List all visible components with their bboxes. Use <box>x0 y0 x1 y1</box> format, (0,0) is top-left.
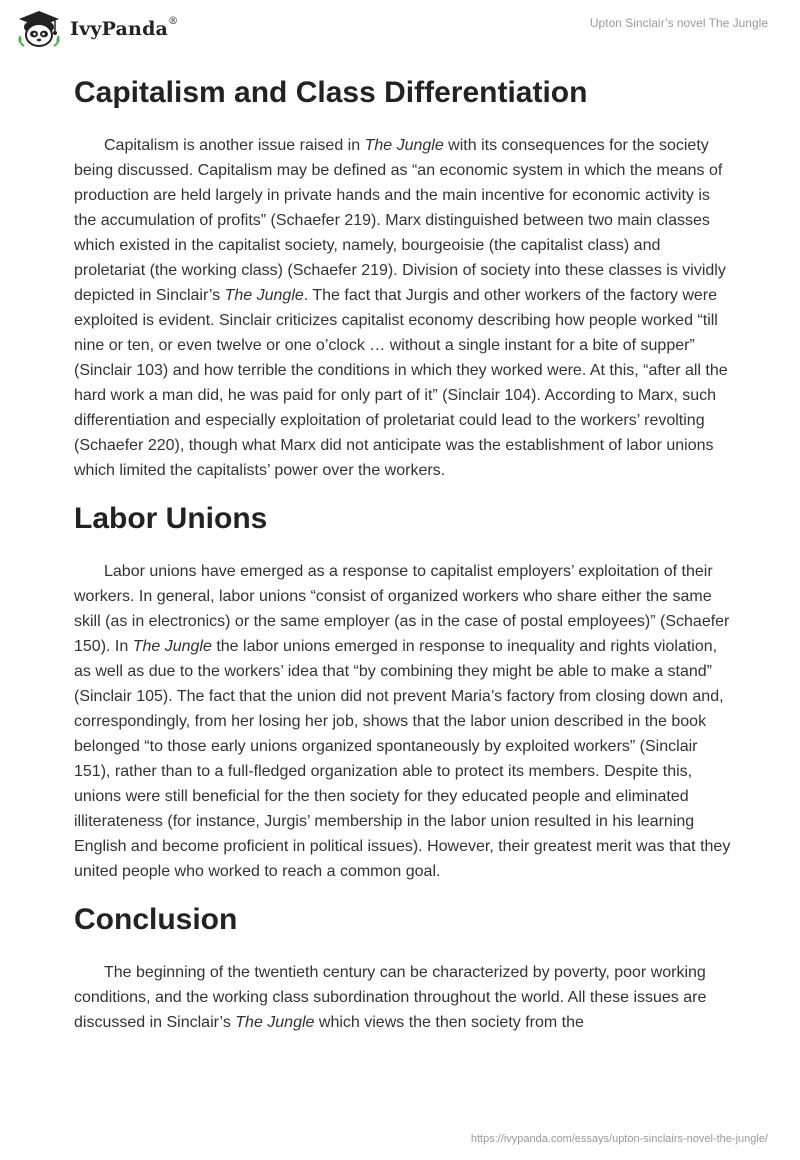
brand-name <box>70 18 178 40</box>
footer-url[interactable]: https://ivypanda.com/essays/upton-sinclairs-novel-the-jungle/ <box>470 1133 768 1145</box>
section-heading-conclusion: Conclusion <box>74 903 238 936</box>
book-title-italic: The Jungle <box>224 287 304 304</box>
book-title-italic: The Jungle <box>132 638 212 655</box>
section-heading-labor-unions: Labor Unions <box>74 502 268 535</box>
document-title: Upton Sinclair’s novel The Jungle <box>589 16 768 30</box>
brand-name-text: IvyPanda <box>70 18 169 40</box>
book-title-italic: The Jungle <box>235 1014 315 1031</box>
ivypanda-logo[interactable] <box>14 10 178 48</box>
section-paragraph-conclusion: The beginning of the twentieth century can be characterized by poverty, poor working conditions, and the working class subordination throughout the world. All these issues are discussed in Sinclair’s The Jungle which views the then society from the <box>74 964 707 1031</box>
section-paragraph-capitalism: Capitalism is another issue raised in The Jungle with its consequences for the society being discussed. Capitalism may be defined as “an economic system in which the means of production are held largely in private hands and the main incentive for economic activity is the accumulation of profits” (Schaefer 219). Marx distinguished between two main classes which existed in the capitalist society, namely, bourgeoisie (the capitalist class) and proletariat (the working class) (Schaefer 219). Division of society into these classes is vividly depicted in Sinclair’s The Jungle. The fact that Jurgis and other workers of the factory were exploited is evident. Sinclair criticizes capitalist economy describing how people worked “till nine or ten, or even twelve or one o’clock … without a single instant for a bite of supper” (Sinclair 103) and how terrible the conditions in which they worked were. At this, “after all the hard work a man did, he was paid for only part of it” (Sinclair 104). According to Marx, such differentiation and especially exploitation of proletariat could lead to the workers’ revolting (Schaefer 220), though what Marx did not anticipate was the establishment of labor unions which limited the capitalists’ power over the workers. <box>74 137 728 479</box>
page-header <box>0 0 800 60</box>
panda-graduate-icon <box>14 10 64 48</box>
section-paragraph-labor-unions: Labor unions have emerged as a response to capitalist employers’ exploitation of their workers. In general, labor unions “consist of organized workers who share either the same skill (as in electronics) or the same employer (as in the case of postal employees)” (Schaefer 150). In The Jungle the labor unions emerged in response to inequality and rights violation, as well as due to the workers’ idea that “by combining they might be able to make a stand” (Sinclair 105). The fact that the union did not prevent Maria’s factory from closing down and, correspondingly, from her losing her job, shows that the labor union described in the book belonged “to those early unions organized spontaneously by exploited workers” (Sinclair 151), rather than to a full-fledged organization able to protect its members. Despite this, unions were still beneficial for the then society for they educated people and eliminated illiterateness (for instance, Jurgis’ membership in the labor union resulted in his learning English and become proficient in political issues). However, their greatest merit was that they united people who worked to reach a common goal. <box>74 563 731 880</box>
section-heading-capitalism: Capitalism and Class Differentiation <box>74 76 588 109</box>
registered-mark: ® <box>168 16 179 27</box>
book-title-italic: The Jungle <box>364 137 444 154</box>
essay-content <box>74 68 734 1035</box>
